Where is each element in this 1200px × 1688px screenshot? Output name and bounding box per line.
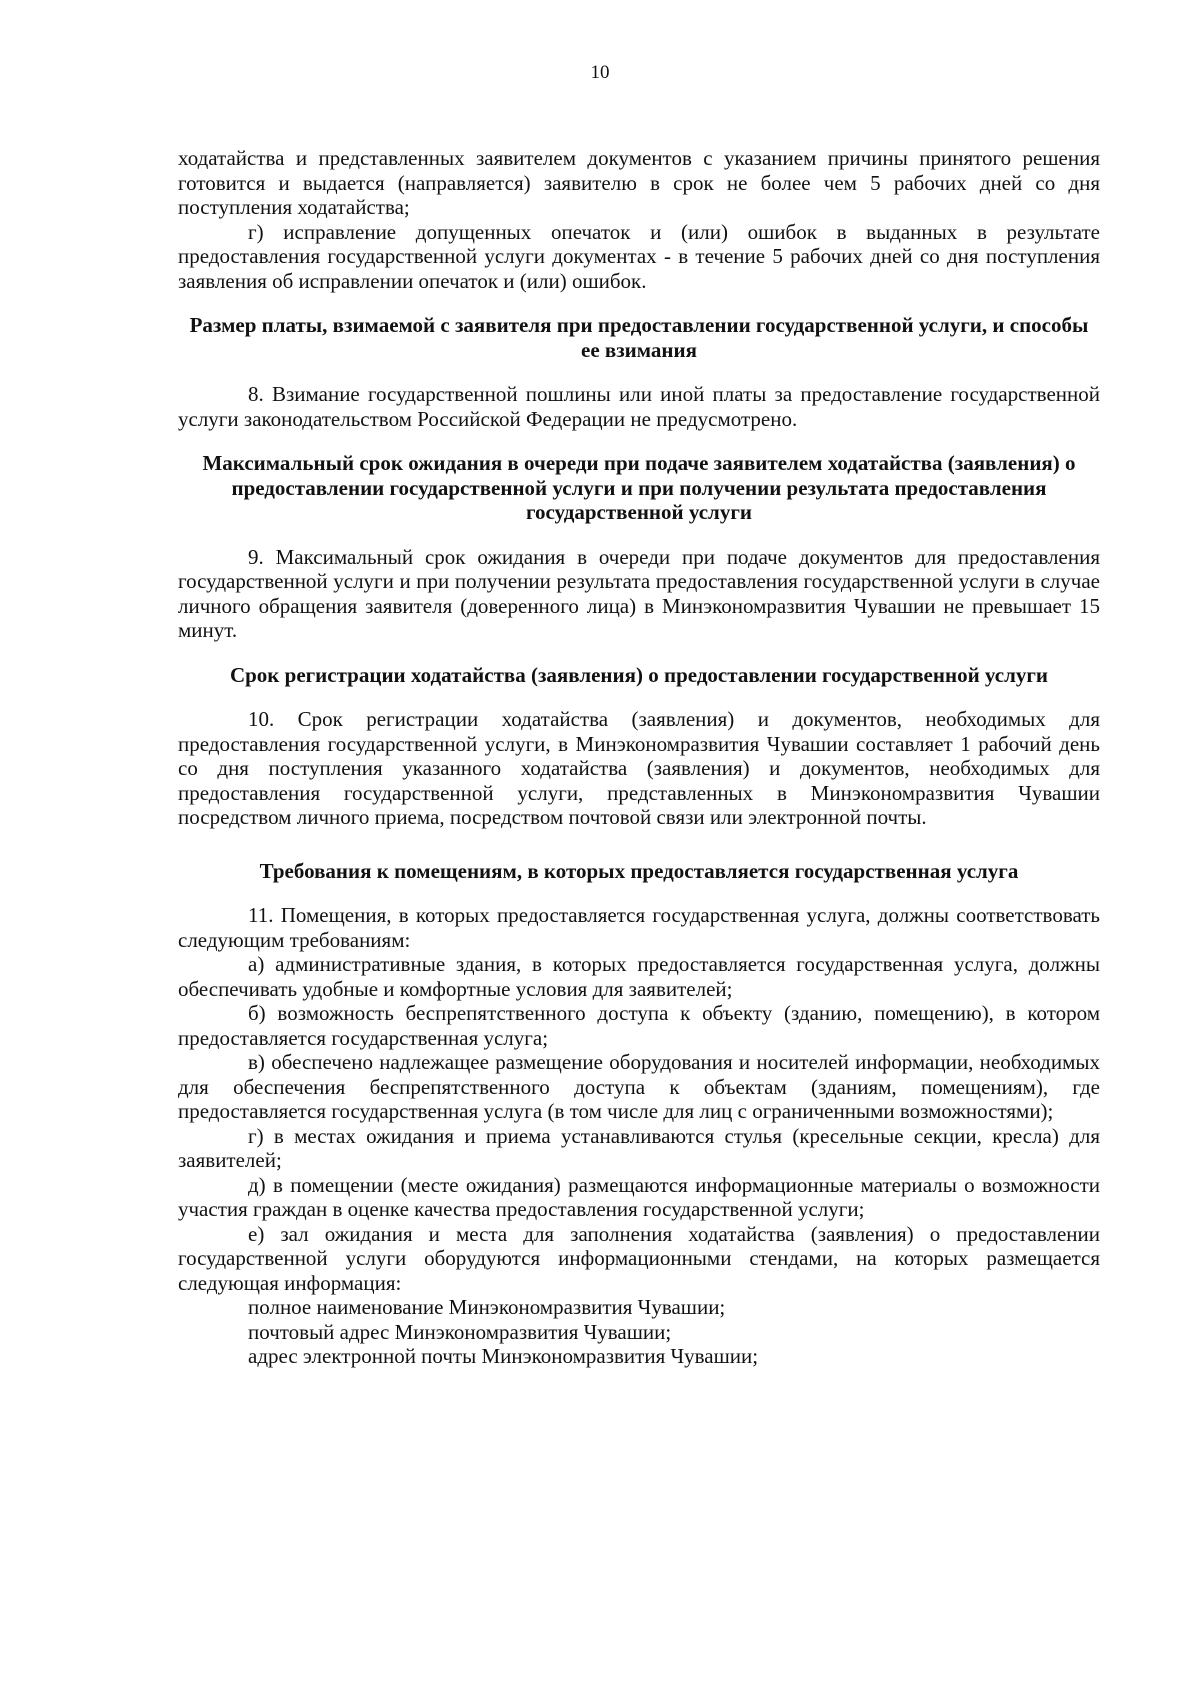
list-item: полное наименование Минэкономразвития Чувашии; (248, 1295, 726, 1319)
paragraph: г) исправление допущенных опечаток и (или) ошибок в выданных в результате предоставления государственной услуги документах - в течение 5 рабочих дней со дня поступления заявления об исправлении опечаток и (или) ошибок. (178, 219, 1100, 293)
section-heading: Требования к помещениям, в которых предоставляется государственная услуга (259, 858, 1019, 883)
section-heading: Максимальный срок ожидания в очереди при подаче заявителем ходатайства (заявления) о предоставлении государственной услуги и при получении результата предоставления государственной услуги (202, 451, 1076, 524)
paragraph: 10. Срок регистрации ходатайства (заявления) и документов, необходимых для предоставления государственной услуги, в Минэкономразвития Чувашии составляет 1 рабочий день со дня поступления указанного ходатайства (заявления) и документов, необходимых для предоставления государственной услуги, представленных в Минэкономразвития Чувашии посредством личного приема, посредством почтовой связи или электронной почты. (178, 707, 1100, 829)
page-number: 10 (590, 62, 610, 83)
paragraph: ходатайства и представленных заявителем документов с указанием причины принятого решения готовится и выдается (направляется) заявителю в срок не более чем 5 рабочих дней со дня поступления ходатайства; (178, 146, 1100, 219)
paragraph: 8. Взимание государственной пошлины или иной платы за предоставление государственной услуги законодательством Российской Федерации не предусмотрено. (178, 382, 1100, 431)
document-body (178, 146, 1100, 1369)
list-item: б) возможность беспрепятственного доступа к объекту (зданию, помещению), в котором предоставляется государственная услуга; (178, 1001, 1100, 1050)
list-item: д) в помещении (месте ожидания) размещаются информационные материалы о возможности участия граждан в оценке качества предоставления государственной услуги; (178, 1172, 1100, 1221)
list-item: в) обеспечено надлежащее размещение оборудования и носителей информации, необходимых для обеспечения беспрепятственного доступа к объектам (зданиям, помещениям), где предоставляется государственная услуга (в том числе для лиц с ограниченными возможностями); (178, 1050, 1100, 1123)
list-item: почтовый адрес Минэкономразвития Чувашии; (248, 1319, 672, 1344)
paragraph: 11. Помещения, в которых предоставляется государственная услуга, должны соответствовать следующим требованиям: (178, 903, 1100, 952)
list-item: г) в местах ожидания и приема устанавливаются стулья (кресельные секции, кресла) для заявителей; (178, 1123, 1100, 1172)
section-heading: Размер платы, взимаемой с заявителя при предоставлении государственной услуги, и способы ее взимания (189, 313, 1089, 362)
paragraph: 9. Максимальный срок ожидания в очереди при подаче документов для предоставления государственной услуги и при получении результата предоставления государственной услуги в случае личного обращения заявителя (доверенного лица) в Минэкономразвития Чувашии не превышает 15 минут. (178, 544, 1100, 642)
list-item: е) зал ожидания и места для заполнения ходатайства (заявления) о предоставлении государственной услуги оборудуются информационными стендами, на которых размещается следующая информация: (178, 1221, 1100, 1295)
section-heading: Срок регистрации ходатайства (заявления) о предоставлении государственной услуги (229, 662, 1049, 687)
list-item: адрес электронной почты Минэкономразвития Чувашии; (248, 1344, 759, 1368)
list-item: а) административные здания, в которых предоставляется государственная услуга, должны обеспечивать удобные и комфортные условия для заявителей; (178, 952, 1100, 1001)
